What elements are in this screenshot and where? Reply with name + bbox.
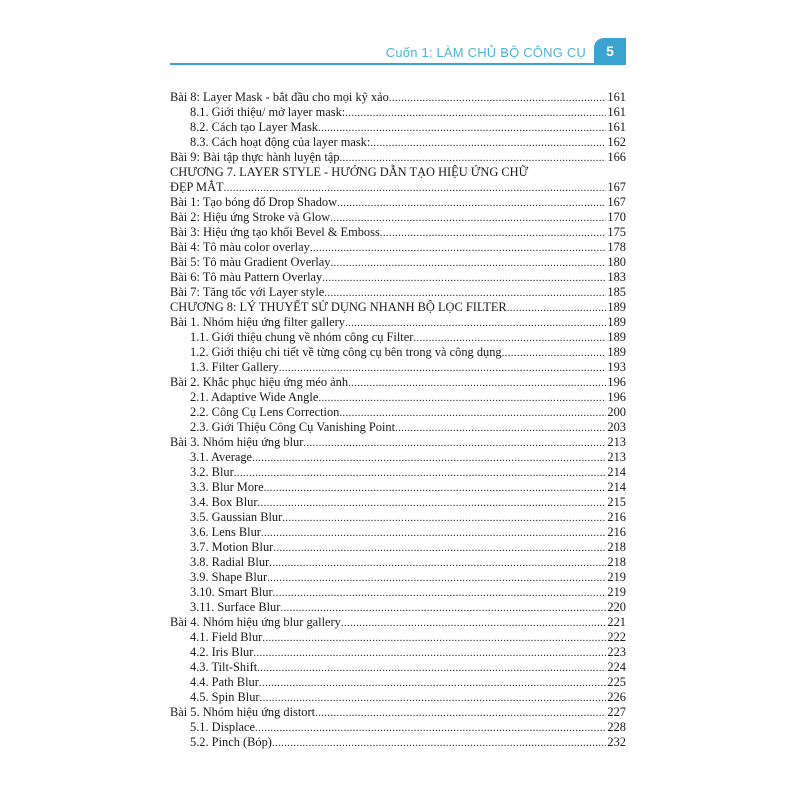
toc-subentry[interactable]	[170, 675, 626, 690]
toc-dot-leader	[269, 556, 606, 571]
toc-chapter-heading: CHƯƠNG 7. LAYER STYLE - HƯỚNG DẪN TẠO HIỆU ỨNG CHỮ	[170, 165, 529, 179]
page-header	[170, 36, 626, 66]
toc-entry-label: Bài 3: Hiệu ứng tạo khối Bevel & Emboss	[170, 225, 380, 239]
toc-page-number: 203	[607, 420, 626, 434]
toc-entry-label: 3.10. Smart Blur	[190, 585, 273, 599]
toc-entry-label: 3.8. Radial Blur	[190, 555, 270, 569]
toc-dot-leader	[389, 91, 607, 106]
toc-subentry[interactable]	[170, 585, 626, 600]
toc-entry-label: 4.2. Iris Blur	[190, 645, 254, 659]
toc-page-number: 180	[607, 255, 626, 269]
toc-entry-label: Bài 1. Nhóm hiệu ứng filter gallery	[170, 315, 345, 329]
toc-entry-label: Bài 2: Hiệu ứng Stroke và Glow	[170, 210, 331, 224]
toc-page-number: 215	[607, 495, 626, 509]
toc-entry-label: Bài 1: Tạo bóng đổ Drop Shadow	[170, 195, 338, 209]
toc-entry[interactable]	[170, 705, 626, 720]
toc-entry-label: 3.2. Blur	[190, 465, 234, 479]
toc-dot-leader	[267, 571, 606, 586]
toc-subentry[interactable]	[170, 465, 626, 480]
toc-dot-leader	[345, 106, 606, 121]
toc-subentry[interactable]	[170, 330, 626, 345]
toc-entry-label: 3.3. Blur More	[190, 480, 264, 494]
toc-entry[interactable]	[170, 180, 626, 195]
toc-page-number: 175	[607, 225, 626, 239]
toc-entry-label: 3.9. Shape Blur	[190, 570, 268, 584]
toc-entry[interactable]	[170, 90, 626, 105]
toc-entry-label: Bài 4. Nhóm hiệu ứng blur gallery	[170, 615, 341, 629]
toc-subentry[interactable]	[170, 555, 626, 570]
toc-page-number: 227	[607, 705, 626, 719]
toc-dot-leader	[341, 616, 607, 631]
toc-subentry[interactable]	[170, 570, 626, 585]
toc-entry-label: 4.4. Path Blur	[190, 675, 259, 689]
toc-entry-label: 3.5. Gaussian Blur	[190, 510, 283, 524]
toc-subentry[interactable]	[170, 450, 626, 465]
toc-page-number: 219	[607, 585, 626, 599]
toc-dot-leader	[370, 136, 606, 151]
toc-dot-leader	[260, 691, 607, 706]
toc-entry[interactable]	[170, 225, 626, 240]
toc-subentry[interactable]	[170, 645, 626, 660]
toc-entry-label: Bài 3. Nhóm hiệu ứng blur	[170, 435, 304, 449]
toc-subentry[interactable]	[170, 345, 626, 360]
toc-dot-leader	[345, 316, 606, 331]
toc-subentry[interactable]	[170, 405, 626, 420]
toc-dot-leader	[337, 196, 606, 211]
toc-page-number: 178	[607, 240, 626, 254]
table-of-contents	[170, 90, 626, 750]
toc-entry[interactable]	[170, 615, 626, 630]
toc-entry-label: 5.2. Pinch (Bóp)	[190, 735, 272, 749]
toc-entry-label: 4.5. Spin Blur	[190, 690, 260, 704]
toc-entry-label: Bài 5. Nhóm hiệu ứng distort	[170, 705, 316, 719]
toc-dot-leader	[324, 286, 606, 301]
toc-entry[interactable]	[170, 150, 626, 165]
toc-page-number: 200	[607, 405, 626, 419]
toc-entry-label: 1.3. Filter Gallery	[190, 360, 279, 374]
toc-page-number: 221	[607, 615, 626, 629]
toc-entry-label: 8.2. Cách tạo Layer Mask	[190, 120, 318, 134]
toc-entry[interactable]	[170, 210, 626, 225]
toc-subentry[interactable]	[170, 495, 626, 510]
toc-entry-label: 3.1. Average	[190, 450, 253, 464]
toc-dot-leader	[272, 736, 606, 751]
toc-page-number: 189	[607, 330, 626, 344]
toc-entry-label: 8.1. Giới thiệu/ mở layer mask:	[190, 105, 346, 119]
toc-subentry[interactable]	[170, 510, 626, 525]
toc-page-number: 161	[607, 90, 626, 104]
toc-subentry[interactable]	[170, 360, 626, 375]
toc-entry-label: Bài 7: Tăng tốc với Layer style	[170, 285, 325, 299]
toc-page-number: 161	[607, 105, 626, 119]
toc-entry[interactable]	[170, 195, 626, 210]
toc-entry-label: 3.4. Box Blur	[190, 495, 258, 509]
toc-dot-leader	[273, 586, 607, 601]
toc-page-number: 216	[607, 525, 626, 539]
toc-page-number: 167	[607, 180, 626, 194]
toc-page-number: 216	[607, 510, 626, 524]
toc-page-number: 220	[607, 600, 626, 614]
toc-entry-label: 1.2. Giới thiệu chi tiết về từng công cụ bên trong và công dụng	[190, 345, 502, 359]
toc-entry-label: 3.6. Lens Blur	[190, 525, 261, 539]
toc-page-number: 166	[607, 150, 626, 164]
toc-subentry[interactable]	[170, 735, 626, 750]
toc-entry-label: Bài 9: Bài tập thực hành luyện tập	[170, 150, 340, 164]
toc-page-number: 218	[607, 540, 626, 554]
toc-page-number: 219	[607, 570, 626, 584]
toc-entry[interactable]	[170, 285, 626, 300]
toc-entry[interactable]	[170, 315, 626, 330]
toc-dot-leader	[507, 301, 607, 316]
toc-dot-leader	[330, 211, 606, 226]
toc-entry-label: Bài 2. Khắc phục hiệu ứng méo ảnh	[170, 375, 349, 389]
toc-dot-leader	[261, 526, 607, 541]
toc-subentry[interactable]	[170, 690, 626, 705]
toc-entry-label: 3.11. Surface Blur	[190, 600, 281, 614]
toc-dot-leader	[502, 346, 607, 361]
toc-page-number: 189	[607, 345, 626, 359]
toc-entry-label: 4.3. Tilt-Shift	[190, 660, 258, 674]
toc-dot-leader	[259, 676, 607, 691]
toc-page-number: 214	[607, 465, 626, 479]
book-title: Cuốn 1: LÀM CHỦ BỘ CÔNG CỤ	[385, 45, 586, 60]
toc-page-number: 161	[607, 120, 626, 134]
toc-dot-leader	[330, 256, 606, 271]
toc-page-number: 170	[607, 210, 626, 224]
toc-page-number: 196	[607, 390, 626, 404]
toc-entry[interactable]	[170, 435, 626, 450]
toc-page-number: 167	[607, 195, 626, 209]
toc-page-number: 218	[607, 555, 626, 569]
toc-entry-label: Bài 6: Tô màu Pattern Overlay	[170, 270, 323, 284]
toc-entry-label: 3.7. Motion Blur	[190, 540, 274, 554]
toc-subentry[interactable]	[170, 600, 626, 615]
toc-dot-leader	[253, 646, 606, 661]
toc-dot-leader	[310, 241, 607, 256]
toc-entry[interactable]	[170, 255, 626, 270]
toc-subentry[interactable]	[170, 135, 626, 150]
toc-entry[interactable]	[170, 240, 626, 255]
toc-entry-label: CHƯƠNG 8: LÝ THUYẾT SỬ DỤNG NHANH BỘ LỌC FILTER	[170, 300, 507, 314]
toc-dot-leader	[257, 496, 606, 511]
toc-entry-label: 1.1. Giới thiệu chung về nhóm công cụ Filter	[190, 330, 414, 344]
toc-dot-leader	[264, 481, 607, 496]
toc-page-number: 183	[607, 270, 626, 284]
toc-subentry[interactable]	[170, 525, 626, 540]
toc-entry-label: Bài 8: Layer Mask - bắt đầu cho mọi kỹ xảo	[170, 90, 389, 104]
toc-dot-leader	[279, 361, 607, 376]
toc-subentry[interactable]	[170, 390, 626, 405]
toc-dot-leader	[273, 541, 606, 556]
toc-entry[interactable]	[170, 300, 626, 315]
toc-subentry[interactable]	[170, 420, 626, 435]
toc-dot-leader	[257, 661, 606, 676]
toc-dot-leader	[252, 451, 606, 466]
toc-page-number: 213	[607, 450, 626, 464]
toc-page-number: 224	[607, 660, 626, 674]
toc-page-number: 226	[607, 690, 626, 704]
toc-entry-label: 2.1. Adaptive Wide Angle	[190, 390, 319, 404]
toc-entry[interactable]	[170, 270, 626, 285]
toc-subentry[interactable]	[170, 120, 626, 135]
toc-entry-label: 5.1. Displace	[190, 720, 256, 734]
toc-page-number: 196	[607, 375, 626, 389]
toc-dot-leader	[282, 511, 606, 526]
toc-subentry[interactable]	[170, 540, 626, 555]
toc-subentry[interactable]	[170, 720, 626, 735]
toc-page-number: 189	[607, 315, 626, 329]
toc-page-number: 232	[607, 735, 626, 749]
toc-dot-leader	[303, 436, 606, 451]
toc-subentry[interactable]	[170, 480, 626, 495]
toc-page-number: 223	[607, 645, 626, 659]
toc-dot-leader	[322, 271, 606, 286]
toc-entry-label: 2.2. Công Cụ Lens Correction	[190, 405, 340, 419]
toc-page-number: 225	[607, 675, 626, 689]
toc-dot-leader	[318, 121, 606, 136]
toc-entry-label: 8.3. Cách hoạt động của layer mask:	[190, 135, 371, 149]
toc-dot-leader	[395, 421, 606, 436]
toc-page-number: 213	[607, 435, 626, 449]
toc-page-number: 193	[607, 360, 626, 374]
toc-page-number: 228	[607, 720, 626, 734]
toc-dot-leader	[339, 406, 606, 421]
toc-dot-leader	[339, 151, 606, 166]
toc-dot-leader	[315, 706, 606, 721]
toc-subentry[interactable]	[170, 105, 626, 120]
toc-entry-label: Bài 5: Tô màu Gradient Overlay	[170, 255, 331, 269]
toc-entry-label: Bài 4: Tô màu color overlay	[170, 240, 310, 254]
toc-dot-leader	[224, 181, 607, 196]
toc-page-number: 189	[607, 300, 626, 314]
toc-entry-label: ĐẸP MẮT	[170, 180, 224, 194]
toc-dot-leader	[255, 721, 606, 736]
toc-entry-label: 4.1. Field Blur	[190, 630, 263, 644]
toc-page-number: 162	[607, 135, 626, 149]
toc-dot-leader	[234, 466, 607, 481]
toc-subentry[interactable]	[170, 630, 626, 645]
toc-dot-leader	[280, 601, 606, 616]
toc-page-number: 222	[607, 630, 626, 644]
header-rule	[170, 63, 626, 65]
page-number-tab: 5	[594, 38, 626, 65]
toc-page-number: 185	[607, 285, 626, 299]
toc-dot-leader	[262, 631, 606, 646]
toc-dot-leader	[318, 391, 606, 406]
toc-subentry[interactable]	[170, 660, 626, 675]
toc-entry[interactable]	[170, 375, 626, 390]
toc-dot-leader	[380, 226, 607, 241]
toc-dot-leader	[348, 376, 606, 391]
toc-dot-leader	[413, 331, 606, 346]
toc-entry-label: 2.3. Giới Thiệu Công Cụ Vanishing Point	[190, 420, 396, 434]
toc-page-number: 214	[607, 480, 626, 494]
